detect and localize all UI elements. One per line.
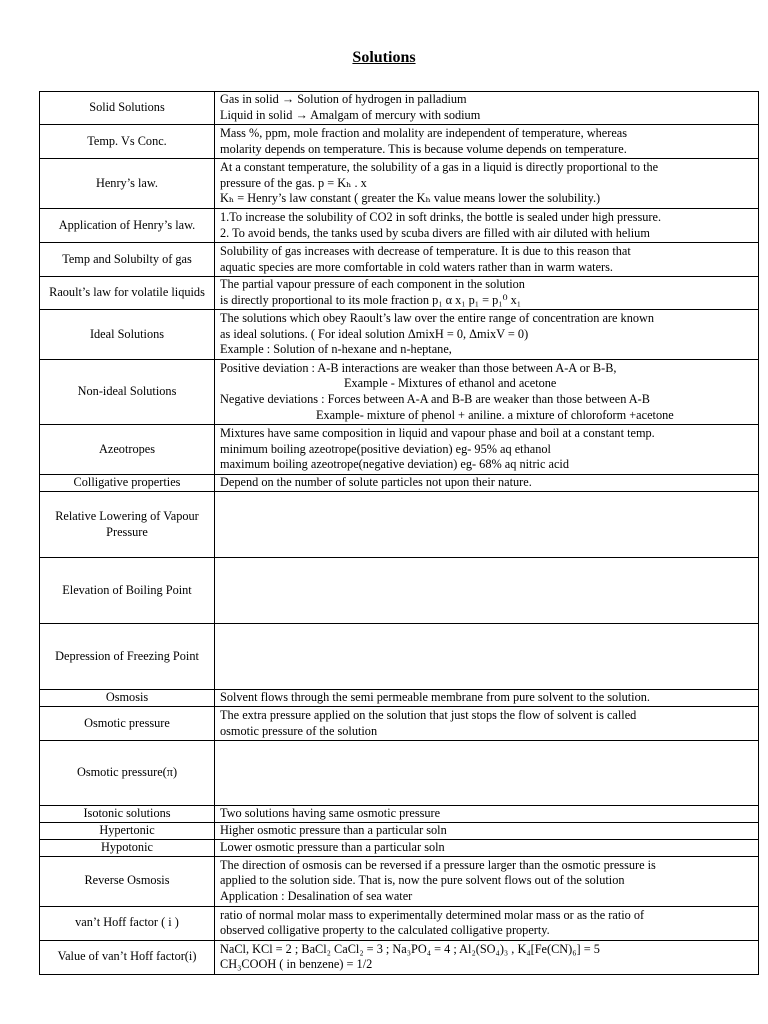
term-cell: Relative Lowering of Vapour Pressure [40,492,215,558]
definition-line: The direction of osmosis can be reversed if a pressure larger than the osmotic pressure is [220,857,656,872]
definition-line: Solubility of gas increases with decrease of temperature. It is due to this reason that [220,243,631,258]
definition-line: Two solutions having same osmotic pressure [220,806,441,821]
page-title: Solutions [352,49,416,66]
definition-cell [215,209,759,243]
term-cell: Value of van’t Hoff factor(i) [40,940,215,974]
definition-line: The partial vapour pressure of each component in the solution [220,277,525,292]
term-cell: Henry’s law. [40,159,215,209]
definition-cell [215,492,759,558]
definition-line: NaCl, KCl = 2 ; BaCl₂ CaCl₂ = 3 ; Na₃PO₄ = 4 ; Al₂(SO₄)₃ , K₄[Fe(CN)₆] = 5 [220,941,600,956]
term-cell: Ideal Solutions [40,310,215,360]
definition-line: Example : Solution of n-hexane and n-heptane, [220,342,452,357]
table-row [40,690,759,707]
table-row [40,806,759,823]
term-cell: Hypotonic [40,839,215,856]
definition-line: Lower osmotic pressure than a particular soln [220,839,445,854]
definition-line: Gas in solid → Solution of hydrogen in palladium [220,92,467,107]
definition-line: aquatic species are more comfortable in cold waters rather than in warm waters. [220,259,613,274]
table-row [40,243,759,277]
term-cell: Osmosis [40,690,215,707]
definition-cell [215,690,759,707]
definition-cell [215,707,759,741]
term-cell: Hypertonic [40,823,215,840]
definition-line: The extra pressure applied on the solution that just stops the flow of solvent is called [220,707,637,722]
term-cell: Osmotic pressure [40,707,215,741]
term-cell: Solid Solutions [40,92,215,125]
definition-line: Depend on the number of solute particles not upon their nature. [220,475,532,490]
definition-line: Solvent flows through the semi permeable membrane from pure solvent to the solution. [220,690,650,705]
definition-line: Mass %, ppm, mole fraction and molality are independent of temperature, whereas [220,125,628,140]
definition-cell [215,360,759,425]
term-cell: Osmotic pressure(π) [40,741,215,806]
term-cell: Isotonic solutions [40,806,215,823]
table-row [40,360,759,425]
definition-line: At a constant temperature, the solubility of a gas in a liquid is directly proportional to the [220,160,659,175]
definition-cell [215,856,759,906]
definition-line: as ideal solutions. ( For ideal solution ΔmixH = 0, ΔmixV = 0) [220,326,529,341]
definition-cell [215,839,759,856]
definition-line: CH₃COOH ( in benzene) = 1/2 [220,957,373,972]
term-cell: Temp. Vs Conc. [40,125,215,159]
term-cell: Temp and Solubilty of gas [40,243,215,277]
definition-cell [215,243,759,277]
table-row [40,940,759,974]
definition-line: 2. To avoid bends, the tanks used by scuba divers are filled with air diluted with helium [220,225,650,240]
definition-cell [215,741,759,806]
definition-cell [215,425,759,475]
definition-line: Negative deviations : Forces between A-A and B-B are weaker than those between A-B [220,392,650,406]
table-row [40,906,759,940]
table-row [40,823,759,840]
table-row [40,425,759,475]
definition-cell [215,806,759,823]
definition-line: applied to the solution side. That is, now the pure solvent flows out of the solution [220,873,625,888]
definition-line: molarity depends on temperature. This is because volume depends on temperature. [220,141,627,156]
definition-line: The solutions which obey Raoult’s law over the entire range of concentration are known [220,311,655,326]
definition-cell [215,624,759,690]
definition-line: Higher osmotic pressure than a particular soln [220,823,447,837]
definition-line: ratio of normal molar mass to experimentally determined molar mass or as the ratio of [220,907,645,922]
table-row [40,839,759,856]
term-cell: Reverse Osmosis [40,856,215,906]
table-row [40,159,759,209]
table-row [40,856,759,906]
table-row [40,741,759,806]
solutions-table [39,91,759,975]
definition-line: osmotic pressure of the solution [220,723,378,738]
definition-line: observed colligative property to the calculated colligative property. [220,923,550,938]
table-row [40,277,759,310]
definition-cell [215,277,759,310]
table-row [40,558,759,624]
definition-cell [215,125,759,159]
term-cell: Azeotropes [40,425,215,475]
definition-cell [215,906,759,940]
definition-line: Application : Desalination of sea water [220,888,413,903]
definition-line: Liquid in solid → Amalgam of mercury with sodium [220,108,481,122]
definition-line: 1.To increase the solubility of CO2 in soft drinks, the bottle is sealed under high pressure. [220,209,662,224]
table-row [40,475,759,492]
definition-line: Mixtures have same composition in liquid and vapour phase and boil at a constant temp. [220,426,655,441]
table-row [40,209,759,243]
definition-cell [215,940,759,974]
term-cell: van’t Hoff factor ( i ) [40,906,215,940]
table-row [40,707,759,741]
definition-line: minimum boiling azeotrope(positive deviation) eg- 95% aq ethanol [220,441,551,456]
definition-line: Kₕ = Henry’s law constant ( greater the Kₕ value means lower the solubility.) [220,191,601,206]
table-row [40,92,759,125]
definition-cell [215,310,759,360]
table-row [40,492,759,558]
definition-cell [215,823,759,840]
term-cell: Depression of Freezing Point [40,624,215,690]
term-cell: Elevation of Boiling Point [40,558,215,624]
definition-cell [215,475,759,492]
definition-line: is directly proportional to its mole fraction p₁ α x₁ p₁ = p₁⁰ x₁ [220,293,522,307]
table-row [40,624,759,690]
definition-line: Positive deviation : A-B interactions are weaker than those between A-A or B-B, [220,360,617,375]
term-cell: Raoult’s law for volatile liquids [40,277,215,310]
term-cell: Colligative properties [40,475,215,492]
definition-cell [215,92,759,125]
term-cell: Application of Henry’s law. [40,209,215,243]
term-cell: Non-ideal Solutions [40,360,215,425]
table-row [40,125,759,159]
definition-line: pressure of the gas. p = Kₕ . x [220,175,367,190]
definition-line: Example - Mixtures of ethanol and acetone [344,376,557,391]
definition-cell [215,159,759,209]
definition-line: Example- mixture of phenol + aniline. a mixture of chloroform +acetone [316,407,674,422]
definition-cell [215,558,759,624]
definition-line: maximum boiling azeotrope(negative deviation) eg- 68% aq nitric acid [220,457,569,472]
table-row [40,310,759,360]
